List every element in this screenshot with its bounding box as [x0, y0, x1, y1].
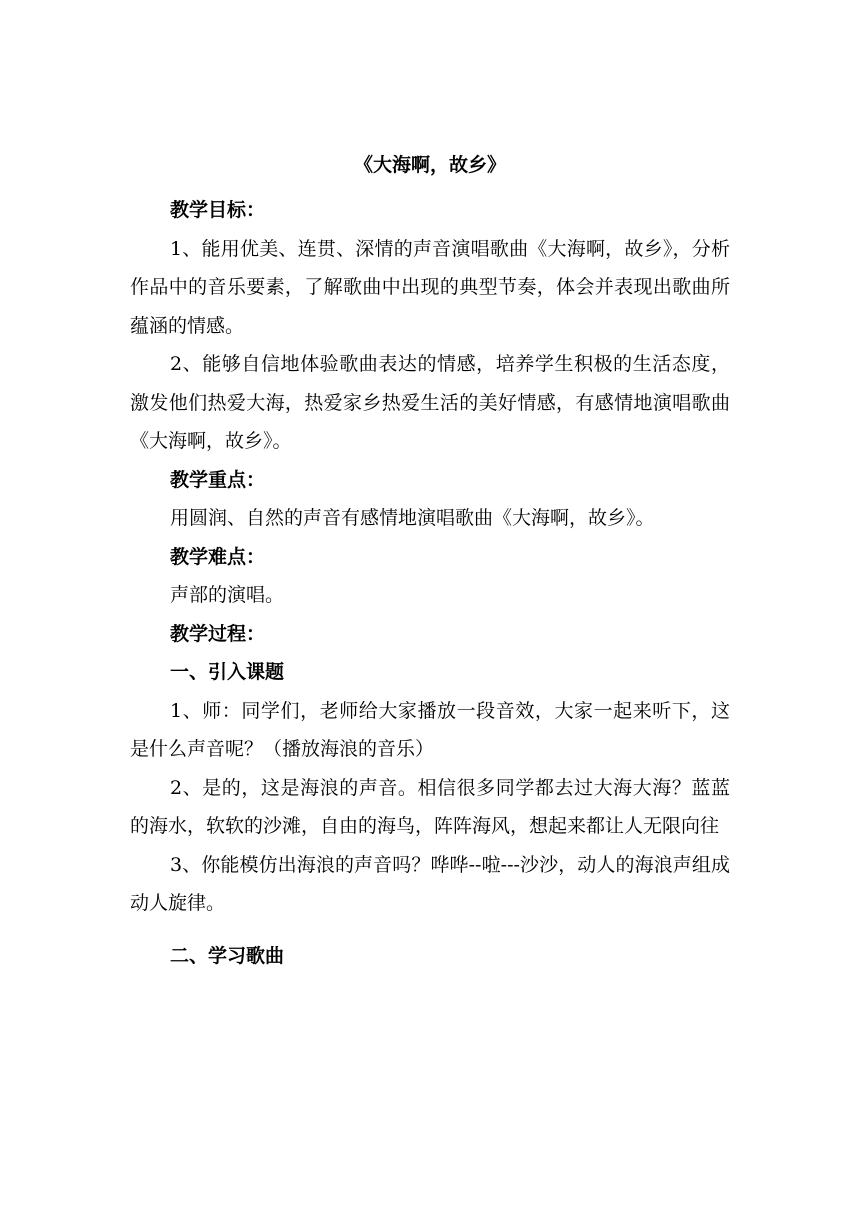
document-title: 《大海啊，故乡》 [353, 154, 506, 176]
document-body [130, 191, 730, 975]
step-paragraph-2: 2、是的，这是海浪的声音。相信很多同学都去过大海大海？蓝蓝的海水，软软的沙滩，自由的海鸟，阵阵海风，想起来都让人无限向往 [130, 776, 730, 837]
objective-paragraph-2: 2、能够自信地体验歌曲表达的情感，培养学生积极的生活态度，激发他们热爱大海，热爱家乡热爱生活的美好情感，有感情地演唱歌曲《大海啊，故乡》。 [130, 353, 730, 452]
step-paragraph-3: 3、你能模仿出海浪的声音吗？哗哗--啦---沙沙，动人的海浪声组成动人旋律。 [130, 853, 730, 914]
difficulties-paragraph: 声部的演唱。 [170, 584, 285, 606]
section-2-heading: 二、学习歌曲 [170, 944, 285, 967]
difficulties-heading: 教学难点： [170, 545, 266, 568]
paragraph-gap [130, 923, 730, 937]
step-paragraph-1: 1、师：同学们，老师给大家播放一段音效，大家一起来听下，这是什么声音呢？（播放海浪的音乐） [130, 699, 730, 760]
process-heading: 教学过程： [170, 622, 266, 645]
key-points-paragraph: 用圆润、自然的声音有感情地演唱歌曲《大海啊，故乡》。 [170, 507, 655, 529]
objective-paragraph-1: 1、能用优美、连贯、深情的声音演唱歌曲《大海啊，故乡》，分析作品中的音乐要素，了解歌曲中出现的典型节奏，体会并表现出歌曲所蕴涵的情感。 [130, 237, 730, 337]
objectives-heading: 教学目标： [170, 199, 266, 221]
key-points-heading: 教学重点： [170, 468, 266, 491]
section-1-heading: 一、引入课题 [170, 661, 285, 683]
